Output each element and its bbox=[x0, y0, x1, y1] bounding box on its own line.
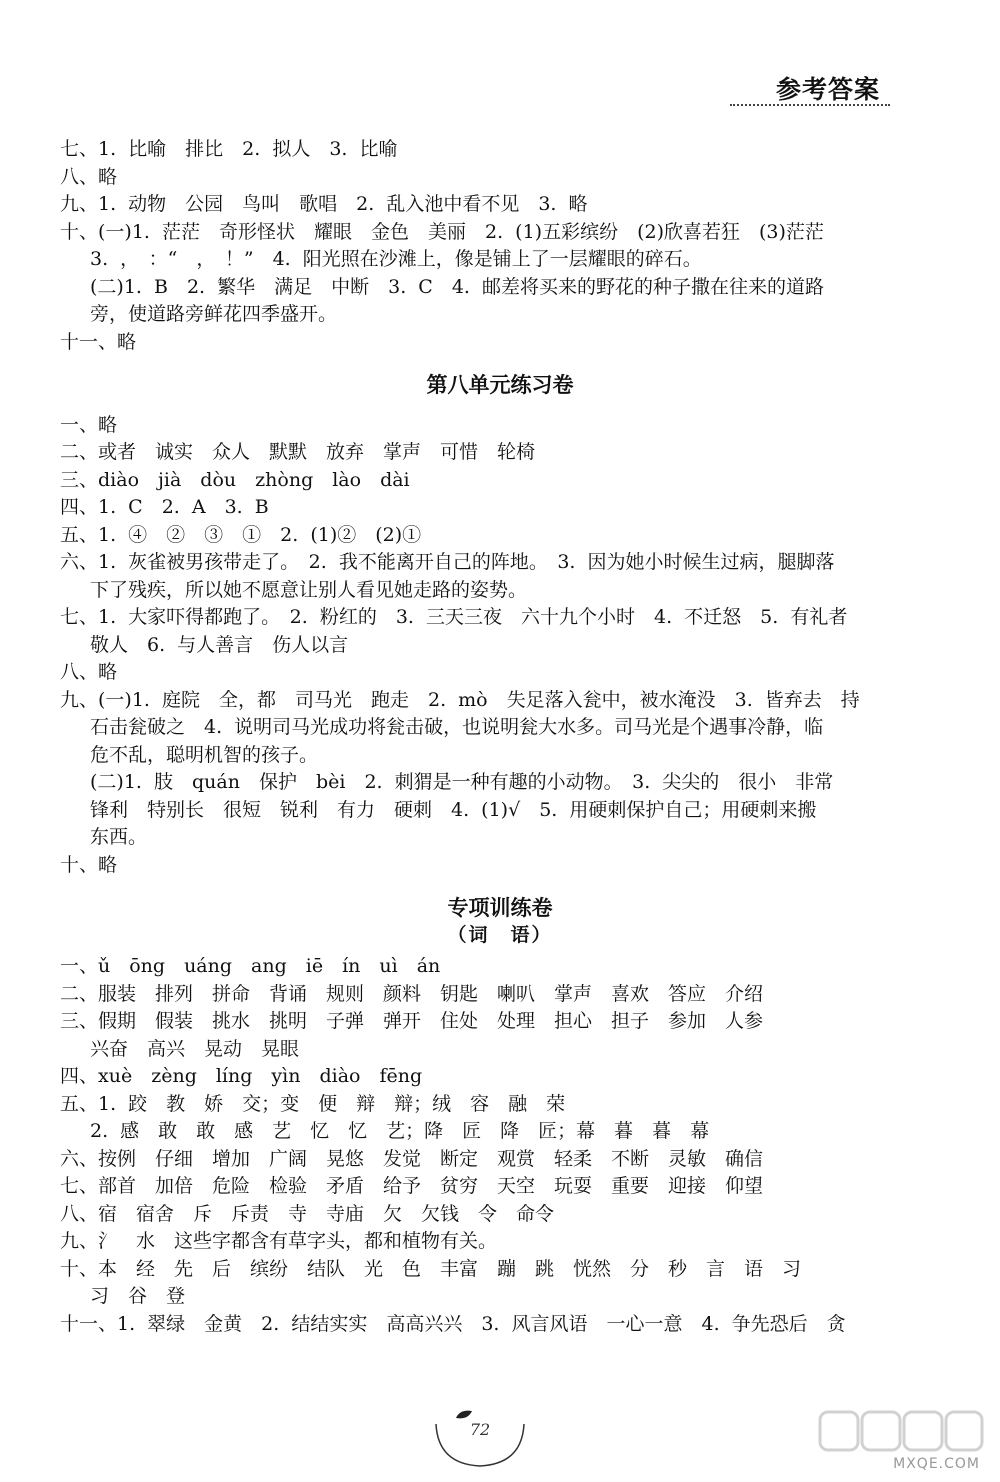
answer-line: 十、(一)1. 茫茫 奇形怪状 耀眼 金色 美丽 2. (1)五彩缤纷 (2)欣喜若狂 (3)茫茫 bbox=[60, 220, 824, 243]
answer-line: 下了残疾，所以她不愿意让别人看见她走路的姿势。 bbox=[90, 578, 528, 601]
answer-line: 习 谷 登 bbox=[90, 1285, 186, 1307]
answer-line: 十一、1. 翠绿 金黄 2. 结结实实 高高兴兴 3. 风言风语 一心一意 4. 争先恐后 贪 bbox=[60, 1312, 846, 1335]
answer-line: 一、ǔ ōng uáng ang iē ín uì án bbox=[60, 955, 441, 977]
answer-line: 2. 感 敢 敢 感 艺 忆 忆 艺；降 匠 降 匠；幕 暮 暮 幕 bbox=[90, 1120, 710, 1142]
watermark-text: MXQE.COM bbox=[893, 1456, 980, 1472]
answer-line: (二)1. 肢 quán 保护 bèi 2. 刺猬是一种有趣的小动物。 3. 尖尖的 很小 非常 bbox=[90, 771, 834, 793]
answer-line: 兴奋 高兴 晃动 晃眼 bbox=[90, 1037, 300, 1060]
answer-line: 八、宿 宿舍 斥 斥责 寺 寺庙 欠 欠钱 令 命令 bbox=[60, 1202, 555, 1225]
answer-line: 敬人 6. 与人善言 伤人以言 bbox=[90, 633, 349, 656]
answer-line: 3. ， ：“ ， ！” 4. 阳光照在沙滩上，像是铺上了一层耀眼的碎石。 bbox=[90, 248, 702, 270]
answer-line: 七、部首 加倍 危险 检验 矛盾 给予 贫穷 天空 玩耍 重要 迎接 仰望 bbox=[60, 1175, 764, 1197]
answer-line: 东西。 bbox=[90, 826, 148, 848]
answer-line: 十一、略 bbox=[60, 330, 137, 353]
answer-line: 三、diào jià dòu zhòng lào dài bbox=[60, 468, 410, 491]
answer-line: 二、服装 排列 拼命 背诵 规则 颜料 钥匙 喇叭 掌声 喜欢 答应 介绍 bbox=[60, 982, 764, 1005]
answer-line: 八、略 bbox=[60, 165, 118, 188]
answer-line: 旁，使道路旁鲜花四季盛开。 bbox=[90, 303, 338, 325]
answer-line: 九、1. 动物 公园 鸟叫 歌唱 2. 乱入池中看不见 3. 略 bbox=[60, 193, 588, 215]
answer-line: 危不乱，聪明机智的孩子。 bbox=[90, 743, 319, 766]
answer-line: 十、略 bbox=[60, 853, 118, 876]
answer-line: 四、1. C 2. A 3. B bbox=[60, 496, 269, 518]
answer-line: 六、按例 仔细 增加 广阔 晃悠 发觉 断定 观赏 轻柔 不断 灵敏 确信 bbox=[60, 1147, 764, 1170]
header-divider bbox=[730, 104, 890, 106]
header-title: 参考答案 bbox=[775, 75, 880, 104]
special-subheading: （词 语） bbox=[447, 923, 553, 946]
answer-line: 五、1. ④ ② ③ ① 2. (1)② (2)① bbox=[60, 523, 422, 546]
answer-line: 一、略 bbox=[60, 413, 118, 436]
answer-line: 九、氵 水 这些字都含有草字头，都和植物有关。 bbox=[60, 1230, 498, 1252]
answer-line: 锋利 特别长 很短 锐利 有力 硬刺 4. (1)√ 5. 用硬刺保护自己；用硬刺来搬 bbox=[90, 798, 817, 821]
answer-line: 三、假期 假装 挑水 挑明 子弹 弹开 住处 处理 担心 担子 参加 人参 bbox=[60, 1010, 764, 1032]
unit8-block bbox=[60, 412, 940, 880]
answer-content bbox=[60, 136, 940, 1338]
answer-line: 八、略 bbox=[60, 661, 118, 683]
answer-line: 十、本 经 先 后 缤纷 结队 光 色 丰富 蹦 跳 恍然 分 秒 言 语 习 bbox=[60, 1257, 802, 1280]
answer-line: 六、1. 灰雀被男孩带走了。 2. 我不能离开自己的阵地。 3. 因为她小时候生过病，腿脚落 bbox=[60, 551, 835, 573]
unit7-tail-block bbox=[60, 136, 940, 356]
special-block bbox=[60, 953, 940, 1338]
answer-line: 七、1. 大家吓得都跑了。 2. 粉红的 3. 三天三夜 六十九个小时 4. 不迁怒 5. 有礼者 bbox=[60, 606, 848, 628]
answer-line: 四、xuè zèng líng yìn diào fēng bbox=[60, 1065, 423, 1087]
answer-line: 九、(一)1. 庭院 全，都 司马光 跑走 2. mò 失足落入瓮中，被水淹没 3. 皆弃去 持 bbox=[60, 688, 860, 711]
answer-line: (二)1. B 2. 繁华 满足 中断 3. C 4. 邮差将买来的野花的种子撒在往来的道路 bbox=[90, 275, 824, 298]
page-number: 72 bbox=[469, 1420, 491, 1439]
answer-line: 七、1. 比喻 排比 2. 拟人 3. 比喻 bbox=[60, 138, 398, 160]
unit8-heading: 第八单元练习卷 bbox=[426, 372, 574, 397]
answer-line: 石击瓮破之 4. 说明司马光成功将瓮击破，也说明瓮大水多。司马光是个遇事冷静，临 bbox=[90, 716, 824, 738]
answer-line: 五、1. 跤 教 娇 交；变 便 辩 辩；绒 容 融 荣 bbox=[60, 1092, 566, 1115]
answer-line: 二、或者 诚实 众人 默默 放弃 掌声 可惜 轮椅 bbox=[60, 441, 536, 463]
special-heading: 专项训练卷 bbox=[447, 895, 553, 920]
